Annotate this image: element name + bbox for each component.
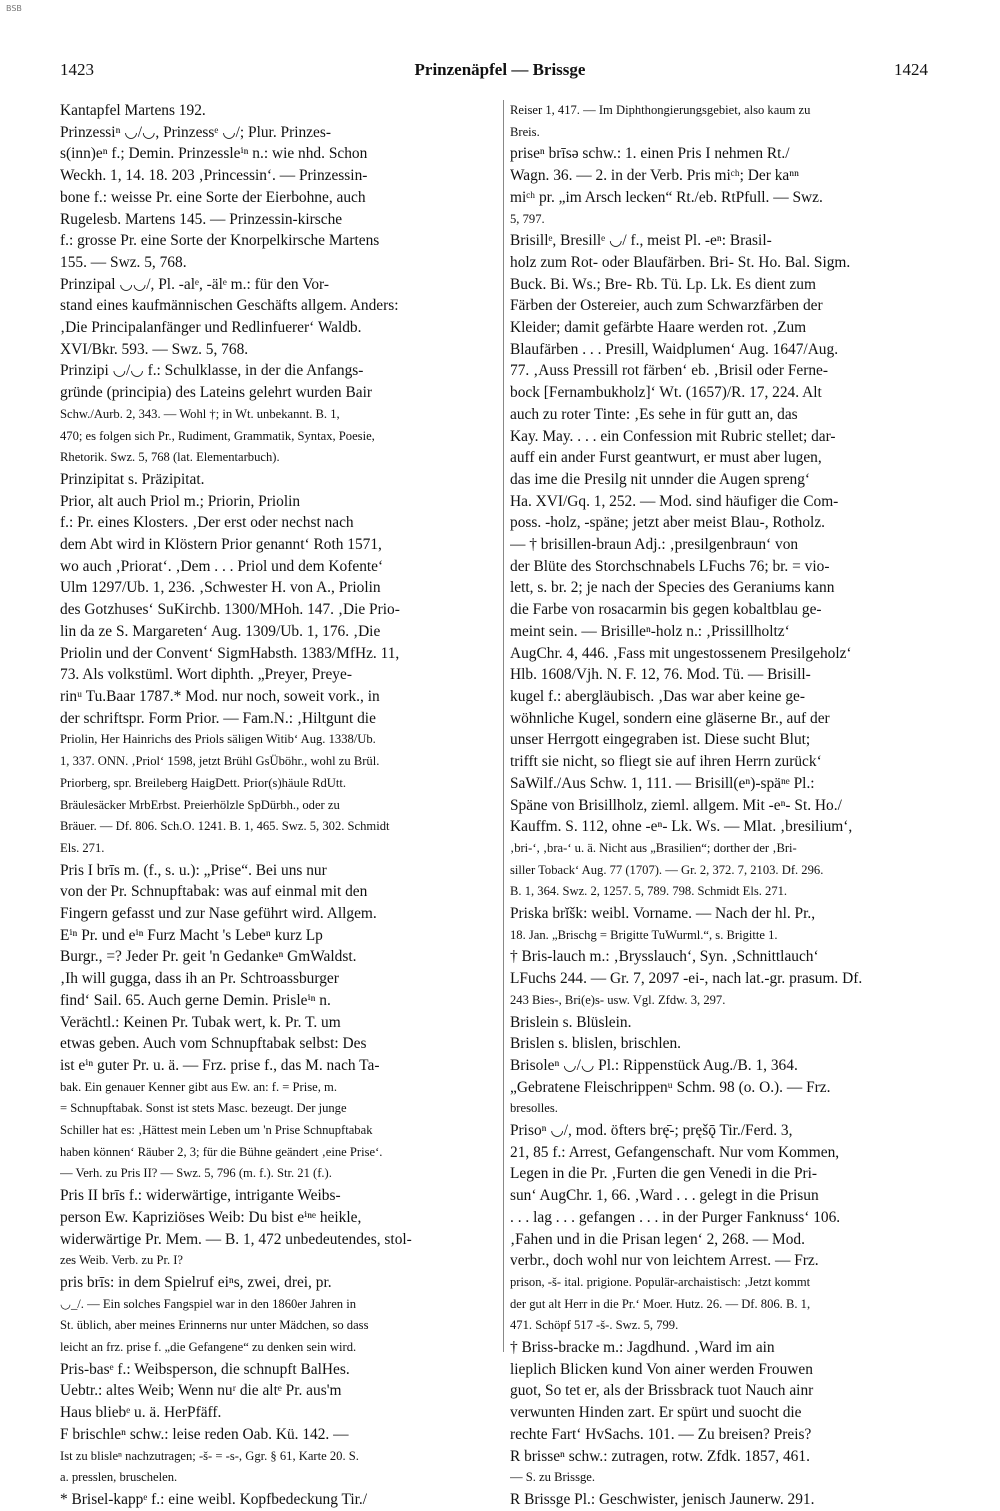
text-line: Eⁱⁿ Pr. und eⁱⁿ Furz Macht 's Lebeⁿ kurz Lp — [60, 926, 323, 944]
text-line: 155. — Swz. 5, 768. — [60, 253, 187, 271]
text-line: Pris-basᵉ f.: Weibsperson, die schnupft BalHes. — [60, 1360, 350, 1378]
text-line: Weckh. 1, 14. 18. 203 ‚Princessin‘. — Prinzessin- — [60, 167, 368, 185]
text-line: Prior, alt auch Priol m.; Priorin, Priolin — [60, 492, 301, 510]
text-line: wöhnliche Kugel, sondern eine gläserne Br., auf der — [510, 709, 830, 727]
text-line: . . . lag . . . gefangen . . . in der Purger Fanknuss‘ 106. — [510, 1208, 841, 1226]
text-line: miᶜʰ pr. „im Arsch lecken“ Rt./eb. RtPfull. — Swz. — [510, 188, 823, 206]
text-line: Späne von Brisillholz, zieml. allgem. Mit -eⁿ- St. Ho./ — [510, 796, 842, 814]
text-line: poss. -holz, -späne; jetzt aber meist Blau-, Rotholz. — [510, 514, 826, 532]
text-line: unser Herrgott eingegraben ist. Diese sucht Blut; — [510, 731, 811, 749]
left-column — [60, 100, 498, 1511]
text-line: rinᵘ Tu.Baar 1787.* Mod. nur noch, soweit vork., in — [60, 687, 380, 705]
text-line: ◡_/. — Ein solches Fangspiel war in den 1860er Jahren in — [60, 1296, 357, 1311]
text-line: F brischleⁿ schw.: leise reden Oab. Kü. 142. — — [60, 1425, 349, 1443]
text-line: 77. ‚Auss Pressill rot färben‘ eb. ‚Brisil oder Ferne- — [510, 362, 829, 380]
text-line: haben können‘ Räuber 2, 3; für die Bühne geändert ‚eine Prise‘. — [60, 1144, 383, 1159]
text-line: a. presslen, bruschelen. — [60, 1470, 178, 1485]
text-line: der gut alt Herr in die Pr.‘ Moer. Hutz. 26. — Df. 806. B. 1, — [510, 1296, 811, 1311]
text-line: verbr., doch wohl nur von leichtem Arrest. — Frz. — [510, 1252, 819, 1270]
text-line: LFuchs 244. — Gr. 7, 2097 -ei-, nach lat.-gr. prasum. Df. — [510, 970, 863, 988]
text-line: SaWilf./Aus Schw. 1, 111. — Brisill(eⁿ)-späⁿᵉ Pl.: — [510, 774, 815, 792]
text-line: Brislen s. blislen, brischlen. — [510, 1035, 681, 1053]
text-line: Prinzipitat s. Präzipitat. — [60, 470, 205, 488]
text-line: auff ein ander Furst geantwurt, er must aber lugen, — [510, 449, 822, 467]
text-line: find‘ Sail. 65. Auch gerne Demin. Prisleⁱⁿ n. — [60, 991, 331, 1009]
text-line: Prisoⁿ ◡/, mod. öfters brę̄-; pręšǭ Tir./Ferd. 3, — [510, 1122, 793, 1140]
page-number-left: 1423 — [60, 60, 94, 79]
text-line: Blaufärben . . . Presill, Waidplumen‘ Aug. 1647/Aug. — [510, 340, 839, 358]
text-line: ‚Ih will gugga, dass ih an Pr. Schtroassburger — [60, 970, 339, 988]
text-line: lin da ze S. Margareten‘ Aug. 1309/Ub. 1, 176. ‚Die — [60, 622, 381, 640]
text-line: Priolin und der Convent‘ SigmHabsth. 1383/MfHz. 11, — [60, 644, 400, 662]
text-line: der schriftspr. Form Prior. — Fam.N.: ‚Hiltgunt die — [60, 709, 376, 727]
text-line: Brisillᵉ, Bresillᵉ ◡/ f., meist Pl. -eⁿ: Brasil- — [510, 232, 772, 250]
text-line: Prinzipal ◡◡/, Pl. -alᵉ, -älᵉ m.: für den Vor- — [60, 275, 329, 293]
text-line: die Farbe von rosacarmin bis gegen kobaltblau ge- — [510, 601, 822, 619]
text-line: holz zum Rot- oder Blaufärben. Bri- St. Ho. Bal. Sigm. — [510, 253, 851, 271]
text-line: das ime die Presilg nit unnder die Augen spreng‘ — [510, 470, 811, 488]
text-line: stand eines kaufmännischen Geschäfts allgem. Anders: — [60, 297, 399, 315]
text-line: Prinzessiⁿ ◡/◡, Prinzessᵉ ◡/; Plur. Prinzes- — [60, 123, 331, 141]
text-line: 18. Jan. „Brischg = Brigitte TuWurml.“, s. Brigitte 1. — [510, 927, 778, 942]
text-line: Brislein s. Blüslein. — [510, 1013, 632, 1031]
text-line: von der Pr. Schnupftabak: was auf einmal mit den — [60, 883, 368, 901]
text-line: Schiller hat es: ‚Hättest mein Leben um 'n Prise Schnupftabak — [60, 1123, 373, 1138]
text-line: Haus bliebᵉ u. ä. HerPfäff. — [60, 1404, 222, 1422]
text-line: Färben der Ostereier, auch zum Schwarzfärben der — [510, 297, 823, 315]
text-line: etwas geben. Auch vom Schnupftabak selbst: Des — [60, 1035, 367, 1053]
text-line: leicht an frz. prise f. „die Gefangene“ zu denken sein wird. — [60, 1340, 357, 1355]
text-line: XVI/Bkr. 593. — Swz. 5, 768. — [60, 340, 249, 358]
text-line: dem Abt wird in Klöstern Prior genannt‘ Roth 1571, — [60, 536, 382, 554]
text-line: sun‘ AugChr. 1, 66. ‚Ward . . . gelegt in die Prisun — [510, 1187, 819, 1205]
text-line: R Brissge Pl.: Geschwister, jenisch Jaunerw. 291. — [510, 1491, 815, 1508]
text-line: Verächtl.: Keinen Pr. Tubak wert, k. Pr. T. um — [60, 1013, 341, 1031]
text-line: Ha. XVI/Gq. 1, 252. — Mod. sind häufiger die Com- — [510, 492, 839, 510]
page-number-right: 1424 — [894, 60, 928, 79]
text-line: bak. Ein genauer Kenner gibt aus Ew. an: f. = Prise, m. — [60, 1079, 337, 1094]
text-line: 73. Als volkstüml. Wort diphth. „Preyer, Preye- — [60, 666, 352, 684]
text-line: Reiser 1, 417. — Im Diphthongierungsgebiet, also kaum zu — [510, 103, 811, 117]
running-head: Prinzenäpfel — Brissge — [414, 60, 586, 79]
text-line: Brisoleⁿ ◡/◡ Pl.: Rippenstück Aug./B. 1, 364. — [510, 1056, 798, 1074]
text-line: ‚Die Principalanfänger und Redlinfuerer‘ Waldb. — [60, 319, 362, 337]
text-line: ‚bri-‘, ‚bra-‘ u. ä. Nicht aus „Brasilien“; dorther der ‚Bri- — [510, 840, 797, 855]
text-line: 1, 337. ONN. ‚Priol‘ 1598, jetzt Brühl GsÜböhr., wohl zu Brül. — [60, 754, 380, 769]
text-line: Bräuer. — Df. 806. Sch.O. 1241. B. 1, 465. Swz. 5, 302. Schmidt — [60, 819, 390, 834]
text-line: lieplich Blicken kund Von ainer werden Frouwen — [510, 1360, 813, 1378]
text-line: * Brisel-kappᵉ f.: eine weibl. Kopfbedeckung Tir./ — [60, 1491, 368, 1508]
text-line: auch zu roter Tinte: ‚Es sehe in für gutt an, das — [510, 405, 798, 423]
text-line: Els. 271. — [60, 840, 105, 855]
text-line: Kay. May. . . . ein Confession mit Rubric stellet; dar- — [510, 427, 836, 445]
text-line: f.: grosse Pr. eine Sorte der Knorpelkirsche Martens — [60, 232, 380, 250]
text-line: Burgr., =? Jeder Pr. geit 'n Gedankeⁿ GmWaldst. — [60, 948, 357, 966]
text-line: lett, s. br. 2; je nach der Species des Geraniums kann — [510, 579, 835, 597]
text-line: trifft sie nicht, so fliegt sie auf ihren Herrn zurück‘ — [510, 753, 822, 771]
text-line: 5, 797. — [510, 211, 545, 226]
text-line: ‚Fahen und in die Prisan legen‘ 2, 268. — Mod. — [510, 1230, 805, 1248]
text-line: gründe (principia) des Lateins gelehrt wurden Bair — [60, 384, 372, 402]
text-line: — Verh. zu Pris II? — Swz. 5, 796 (m. f.). Str. 21 (f.). — [60, 1166, 332, 1181]
text-line: bone f.: weisse Pr. eine Sorte der Eierbohne, auch — [60, 188, 366, 206]
text-line: bock [Fernambukholz]‘ Wt. (1657)/R. 17, 224. Alt — [510, 384, 822, 402]
text-line: AugChr. 4, 446. ‚Fass mit ungestossenem Presilgeholz‘ — [510, 644, 852, 662]
text-line: widerwärtige Pr. Mem. — B. 1, 472 unbedeutendes, stol- — [60, 1230, 412, 1248]
text-line: Buck. Bi. Ws.; Bre- Rb. Tü. Lp. Lk. Es dient zum — [510, 275, 816, 293]
text-line: des Gotzhuses‘ SuKirchb. 1300/MHoh. 147. ‚Die Prio- — [60, 601, 400, 619]
text-line: Pris I brīs m. (f., s. u.): „Prise“. Bei uns nur — [60, 861, 327, 879]
text-line: † Bris-lauch m.: ‚Brysslauch‘, Syn. ‚Schnittlauch‘ — [510, 948, 819, 966]
text-line: meint sein. — Brisilleⁿ-holz n.: ‚Prissillholtz‘ — [510, 622, 790, 640]
right-column — [510, 100, 928, 1511]
text-line: priseⁿ brīsə schw.: 1. einen Pris I nehmen Rt./ — [510, 145, 790, 163]
text-line: Priska brĭšk: weibl. Vorname. — Nach der hl. Pr., — [510, 905, 816, 923]
text-line: Kleider; damit gefärbte Haare werden rot. ‚Zum — [510, 319, 807, 337]
library-stamp: BSB — [6, 4, 22, 13]
text-line: Fingern gefasst und zur Nase geführt wird. Allgem. — [60, 905, 377, 923]
text-line: 471. Schöpf 517 -š-. Swz. 5, 799. — [510, 1318, 679, 1333]
text-line: s(inn)eⁿ f.; Demin. Prinzessleⁱⁿ n.: wie nhd. Schon — [60, 145, 368, 163]
text-line: Wagn. 36. — 2. in der Verb. Pris miᶜʰ; Der kaⁿⁿ — [510, 167, 799, 185]
text-line: Pris II brīs f.: widerwärtige, intrigante Weibs- — [60, 1187, 341, 1205]
text-line: Priorberg, spr. Breileberg HaigDett. Prior(s)häule RdUtt. — [60, 775, 346, 790]
text-line: B. 1, 364. Swz. 2, 1257. 5, 789. 798. Schmidt Els. 271. — [510, 884, 788, 899]
text-line: Hlb. 1608/Vjh. N. F. 12, 76. Mod. Tü. — Brisill- — [510, 666, 811, 684]
text-line: Ist zu blisleⁿ nachzutragen; -š- = -s-, Ggr. § 61, Karte 20. S. — [60, 1448, 359, 1463]
text-line: wo auch ‚Priorat‘. ‚Dem . . . Priol und dem Kofente‘ — [60, 557, 384, 575]
text-line: pris brīs: in dem Spielruf eiⁿs, zwei, drei, pr. — [60, 1273, 332, 1291]
text-line: siller Toback‘ Aug. 77 (1707). — Gr. 2, 372. 7, 2103. Df. 296. — [510, 862, 824, 877]
text-line: Rhetorik. Swz. 5, 768 (lat. Elementarbuch). — [60, 450, 280, 465]
text-line: Ulm 1297/Ub. 1, 236. ‚Schwester H. von A., Priolin — [60, 579, 381, 597]
text-line: St. üblich, aber meines Erinnerns nur unter Mädchen, so dass — [60, 1318, 369, 1333]
text-line: Uebtr.: altes Weib; Wenn nuʳ die altᵉ Pr. aus'm — [60, 1382, 342, 1400]
column-divider — [503, 100, 504, 1352]
text-line: person Ew. Kapriziöses Weib: Du bist eⁱⁿᵉ heikle, — [60, 1208, 362, 1226]
text-line: 243 Bies-, Bri(e)s- usw. Vgl. Zfdw. 3, 297. — [510, 992, 726, 1007]
text-line: Schw./Aurb. 2, 343. — Wohl †; in Wt. unbekannt. B. 1, — [60, 406, 340, 421]
text-line: der Blüte des Storchschnabels LFuchs 76; br. = vio- — [510, 557, 830, 575]
text-line: verwunten Hinden zart. Er spürt und suocht die — [510, 1404, 802, 1422]
text-line: R brisseⁿ schw.: zutragen, rotw. Zfdk. 1857, 461. — [510, 1447, 810, 1465]
text-line: = Schnupftabak. Sonst ist stets Masc. bezeugt. Der junge — [60, 1101, 347, 1116]
text-line: rechte Fart‘ HvSachs. 101. — Zu breisen? Preis? — [510, 1425, 812, 1443]
text-line: guot, So tet er, als der Brissbrack tuot Nauch ainr — [510, 1382, 814, 1400]
text-line: Kauffm. S. 112, ohne -eⁿ- Lk. Ws. — Mlat. ‚bresilium‘, — [510, 818, 853, 836]
text-line: — † brisillen-braun Adj.: ‚presilgenbraun‘ von — [510, 536, 799, 554]
text-line: Bräulesäcker MrbErbst. Preierhölzle SpDürbh., oder zu — [60, 797, 340, 812]
text-line: — S. zu Brissge. — [510, 1470, 596, 1485]
text-line: Prinzipi ◡/◡ f.: Schulklasse, in der die Anfangs- — [60, 362, 364, 380]
text-line: „Gebratene Fleischrippenᵘ Schm. 98 (o. O.). — Frz. — [510, 1078, 831, 1096]
text-line: Kantapfel Martens 192. — [60, 102, 206, 119]
text-line: 470; es folgen sich Pr., Rudiment, Grammatik, Syntax, Poesie, — [60, 428, 375, 443]
text-line: † Briss-bracke m.: Jagdhund. ‚Ward im ain — [510, 1339, 775, 1357]
text-line: bresolles. — [510, 1101, 558, 1116]
text-line: zes Weib. Verb. zu Pr. I? — [60, 1253, 184, 1268]
text-line: ist eⁱⁿ guter Pr. u. ä. — Frz. prise f., das M. nach Ta- — [60, 1056, 380, 1074]
text-line: Breis. — [510, 124, 540, 139]
text-line: Rugelesb. Martens 145. — Prinzessin-kirsche — [60, 210, 343, 228]
text-line: prison, -š- ital. prigione. Populär-archaistisch: ‚Jetzt kommt — [510, 1274, 811, 1289]
text-line: kugel f.: abergläubisch. ‚Das war aber keine ge- — [510, 687, 806, 705]
text-line: Priolin, Her Hainrichs des Priols säligen Witib‘ Aug. 1338/Ub. — [60, 732, 376, 747]
text-line: 21, 85 f.: Arrest, Gefangenschaft. Nur vom Kommen, — [510, 1143, 840, 1161]
text-line: Legen in die Pr. ‚Furten die gen Venedi in die Pri- — [510, 1165, 818, 1183]
text-line: f.: Pr. eines Klosters. ‚Der erst oder nechst nach — [60, 514, 354, 532]
